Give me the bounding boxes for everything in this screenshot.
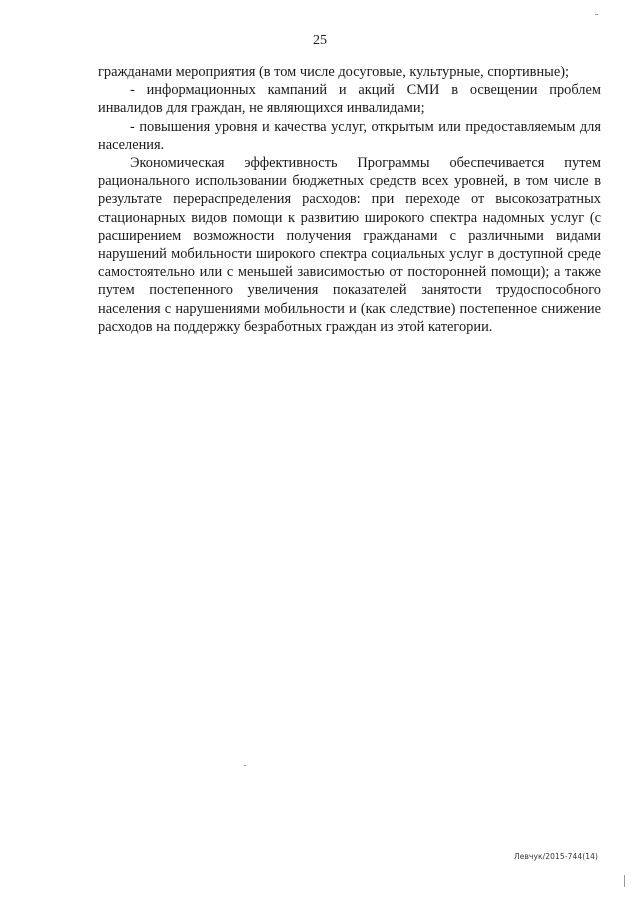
page-number: 25 bbox=[313, 33, 327, 48]
paragraph-continuation: гражданами мероприятия (в том числе досуговые, культурные, спортивные); bbox=[98, 64, 570, 80]
paragraph-economic-efficiency: Экономическая эффективность Программы обеспечивается путем рационального использовании бюджетных средств всех уровней, в том числе в результате перераспределения расходов: при переходе от высокозатратных стационарных видов помощи к развитию широкого спектра надомных услуг (с расширением возможности получения гражданами с различными видами нарушений мобильности широкого спектра социальных услуг в доступной среде самостоятельно или с меньшей зависимостью от посторонней помощи); а также путем постепенного увеличения показателей занятости трудоспособного населения с нарушениями мобильности и (как следствие) постепенное снижение расходов на поддержку безработных граждан из этой категории. bbox=[98, 155, 601, 335]
paragraph-media-campaigns: - информационных кампаний и акций СМИ в освещении проблем инвалидов для граждан, не являющихся инвалидами; bbox=[98, 82, 601, 117]
paragraph-service-quality: - повышения уровня и качества услуг, открытым или предоставляемым для населения. bbox=[98, 118, 601, 153]
scan-artifact-bottom bbox=[244, 765, 246, 766]
body-text bbox=[98, 63, 601, 336]
document-code: Левчук/2015-744(14) bbox=[513, 852, 598, 861]
scan-artifact-edge bbox=[624, 875, 625, 887]
scan-artifact-top bbox=[595, 14, 598, 15]
